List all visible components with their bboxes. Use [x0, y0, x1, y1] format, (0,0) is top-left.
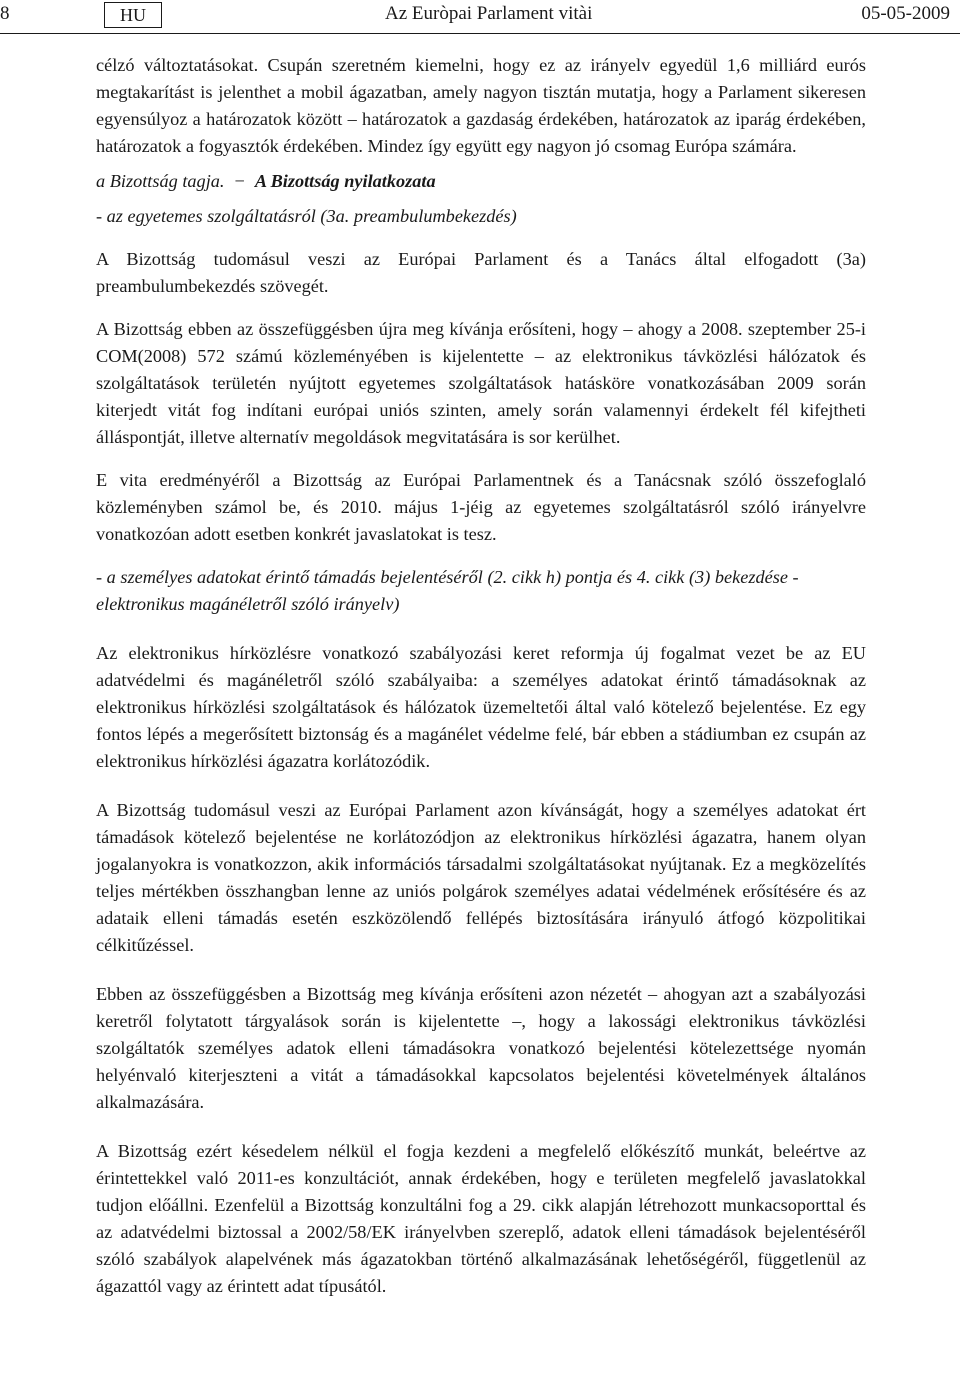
header-divider: [0, 33, 960, 34]
subheading-data-breach: - a személyes adatokat érintő támadás bejelentéséről (2. cikk h) pontja és 4. cikk (3) bekezdése - elektronikus magánéletről szóló irányelv): [96, 567, 799, 614]
paragraph-intro: célzó változtatásokat. Csupán szeretném kiemelni, hogy ez az irányelv egyedül 1,6 milliárd eurós megtakarítást is jelenthet a mobil ágazatban, amely nagyon tisztán mutatja, hogy a Parlament sikeresen egyensúlyoz a határozatok között – határozatok a gazdaság érdekében, határozatok az iparág érdekében, határozatok a fogyasztók érdekében. Mindez így együtt egy nagyon jó csomag Európa számára.: [96, 55, 866, 156]
publication-date: 05-05-2009: [861, 3, 950, 24]
publication-title: Az Euròpai Parlament vitài: [385, 3, 593, 24]
page-number: 8: [0, 3, 10, 24]
paragraph-preparatory-work: A Bizottság ezért késedelem nélkül el fogja kezdeni a megfelelő előkészítő munkát, beleértve az érintettekkel való 2011-es konzultációt, annak érdekében, hogy e területen megfelelő javaslatokkal tudjon előállni. Ezenfelül a Bizottság konzultálni fog a 29. cikk alapján létrehozott munkacsoporttal és az adatvédelmi biztossal a 2002/58/EK irányelvben szereplő, adatok elleni támadások bejelentéséről szóló szabályok alapelvének más ágazatokban történő alkalmazásának lehetőségéről, függetlenül az ágazattól vagy az érintett adat típusától.: [96, 1141, 866, 1296]
paragraph-commission-view: Ebben az összefüggésben a Bizottság meg kívánja erősíteni azon nézetét – ahogyan azt a szabályozási keretről folytatott tárgyalások során is kijelentette –, hogy a lakossági elektronikus távközlési szolgáltatók személyes adatok elleni támadásokra vonatkozó bejelentési kötelezettsége nyomán helyénvaló kiterjeszteni a vitát a támadásokkal kapcsolatos bejelentési követelmények általános alkalmazására.: [96, 984, 866, 1112]
paragraph-report: E vita eredményéről a Bizottság az Európai Parlamentnek és a Tanácsnak szóló összefoglaló közleményben számol be, és 2010. május 1-jéig az egyetemes szolgáltatásról szóló irányelvre vonatkozóan adott esetben konkrét javaslatokat is tesz.: [96, 470, 866, 544]
page-header: [0, 0, 960, 36]
speaker-dash: −: [234, 171, 245, 191]
paragraph-reform: Az elektronikus hírközlésre vonatkozó szabályozási keret reformja új fogalmat vezet be az EU adatvédelmi és magánéletről szóló szabályaiba: a személyes adatokat érintő támadásoknak az elektronikus hírközlési szolgáltatások és hálózatok üzemeltetői által való kötelező bejelentése. Ez egy fontos lépés a megerősített biztonság és a magánélet védelme felé, bár ebben a stádiumban ez csupán az elektronikus hírközlési ágazatra korlátozódik.: [96, 643, 866, 771]
paragraph-recital: A Bizottság tudomásul veszi az Európai Parlament és a Tanács által elfogadott (3a) preambulumbekezdés szövegét.: [96, 249, 866, 296]
paragraph-parliament-wish: A Bizottság tudomásul veszi az Európai Parlament azon kívánságát, hogy a személyes adatokat ért támadások kötelező bejelentése ne korlátozódjon az elektronikus hírközlési ágazatra, hanem olyan jogalanyokra is vonatkozzon, akik információs társadalmi szolgáltatásokat nyújtanak. Ez a megközelítés teljes mértékben összhangban lenne az uniós polgárok személyes adatai védelmének erősítésére és az adataik elleni támadás esetén eszközölendő fellépés biztosítására irányuló átfogó közpolitikai célkitűzéssel.: [96, 800, 866, 955]
speaker-line: [96, 168, 866, 195]
statement-title: A Bizottság nyilatkozata: [254, 171, 436, 191]
language-badge: HU: [104, 2, 162, 28]
paragraph-debate: A Bizottság ebben az összefüggésben újra meg kívánja erősíteni, hogy – ahogy a 2008. szeptember 25-i COM(2008) 572 számú közleményében is kijelentette – az elektronikus távközlési hálózatok és szolgáltatások területén nyújtott egyetemes szolgáltatások hatásköre vonatkozásában 2009 során kiterjedt vitát fog indítani európai uniós szinten, amely során valamennyi érdekelt fél kifejtheti álláspontját, illetve alternatív megoldások megvitatására is sor kerülhet.: [96, 319, 866, 447]
speaker-role: a Bizottság tagja.: [96, 171, 225, 191]
subheading-universal-service: - az egyetemes szolgáltatásról (3a. preambulumbekezdés): [96, 206, 517, 226]
document-body: [96, 52, 866, 1300]
